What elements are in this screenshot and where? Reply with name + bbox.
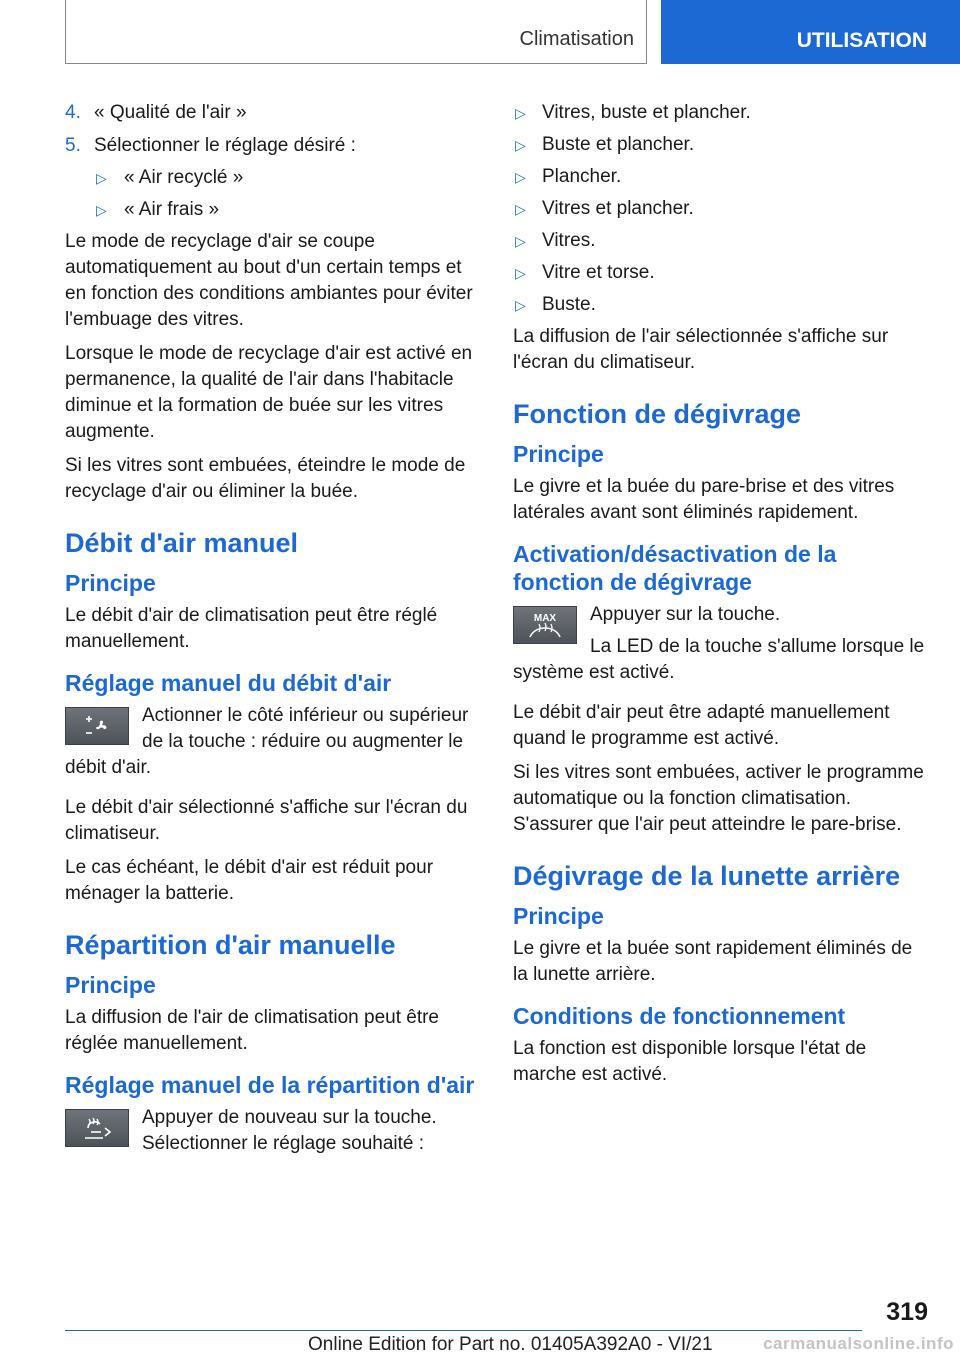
list-item — [513, 260, 925, 286]
air-distribution-button-icon — [65, 1109, 129, 1147]
list-text: « Air recyclé » — [124, 167, 244, 188]
list-number: 4. — [65, 102, 81, 123]
paragraph: Le débit d'air peut être adapté manuellement quand le programme est activé. — [513, 702, 890, 749]
sub-list-item — [65, 165, 477, 191]
subsection-heading: Principe — [513, 903, 604, 929]
list-text: Buste. — [542, 294, 596, 315]
list-item — [513, 196, 925, 222]
footer-divider — [65, 1330, 862, 1331]
page-number: 319 — [886, 1298, 928, 1326]
button-instruction — [65, 703, 477, 787]
triangle-bullet-icon: ▷ — [515, 137, 526, 153]
list-item — [513, 164, 925, 190]
list-text: Plancher. — [542, 166, 622, 187]
triangle-bullet-icon: ▷ — [515, 233, 526, 249]
paragraph: La diffusion de l'air sélectionnée s'affiche sur l'écran du climatiseur. — [513, 326, 889, 373]
list-item — [513, 132, 925, 158]
subsection-heading: Principe — [513, 441, 604, 467]
paragraph: Actionner le côté inférieur ou supérieur de la touche : réduire ou augmenter le débit d'air. — [65, 705, 469, 778]
paragraph: Le débit d'air sélectionné s'affiche sur l'écran du climatiseur. — [65, 797, 468, 844]
triangle-bullet-icon: ▷ — [96, 170, 107, 186]
list-text: Vitres. — [542, 230, 596, 251]
section-heading: Répartition d'air manuelle — [65, 930, 396, 960]
triangle-bullet-icon: ▷ — [515, 265, 526, 281]
paragraph: Appuyer sur la touche. — [590, 604, 781, 625]
list-number: 5. — [65, 135, 81, 156]
list-item — [513, 228, 925, 254]
section-heading: Débit d'air manuel — [65, 528, 298, 558]
paragraph: Lorsque le mode de recyclage d'air est activé en permanence, la qualité de l'air dans l'habitacle diminue et la formation de buée sur les vitres augmente. — [65, 343, 473, 442]
triangle-bullet-icon: ▷ — [515, 201, 526, 217]
triangle-bullet-icon: ▷ — [515, 169, 526, 185]
left-column — [65, 100, 477, 1171]
list-item — [65, 133, 477, 159]
subsection-heading: Activation/désactivation de la fonction de dégivrage — [513, 541, 837, 595]
paragraph: Si les vitres sont embuées, éteindre le mode de recyclage d'air ou éliminer la buée. — [65, 455, 466, 502]
watermark: carmanualsonline.info — [763, 1334, 954, 1353]
list-text: Sélectionner le réglage désiré : — [94, 135, 356, 156]
subsection-heading: Réglage manuel du débit d'air — [65, 670, 392, 696]
subsection-heading: Principe — [65, 570, 156, 596]
list-text: Vitre et torse. — [542, 262, 655, 283]
list-item — [513, 292, 925, 318]
paragraph: Le mode de recyclage d'air se coupe automatiquement au bout d'un certain temps et en fonction des conditions ambiantes pour éviter l'embuage des vitres. — [65, 231, 473, 330]
paragraph: Le débit d'air de climatisation peut être réglé manuellement. — [65, 605, 438, 652]
list-text: « Air frais » — [124, 199, 220, 220]
button-instruction — [65, 1105, 477, 1163]
triangle-bullet-icon: ▷ — [515, 297, 526, 313]
header-section-label: UTILISATION — [796, 29, 927, 52]
paragraph: Le givre et la buée sont rapidement éliminés de la lunette arrière. — [513, 938, 913, 985]
header-section-tab[interactable] — [661, 0, 960, 64]
header-chapter: Climatisation — [519, 28, 634, 50]
button-instruction — [513, 602, 925, 692]
sub-list-item — [65, 197, 477, 223]
paragraph: La LED de la touche s'allume lorsque le système est activé. — [513, 636, 925, 683]
section-heading: Dégivrage de la lunette arrière — [513, 861, 901, 891]
header-chapter-box — [65, 0, 647, 64]
paragraph: Appuyer de nouveau sur la touche. Sélectionner le réglage souhaité : — [142, 1107, 437, 1154]
paragraph: Le givre et la buée du pare-brise et des vitres latérales avant sont éliminés rapidement. — [513, 476, 895, 523]
subsection-heading: Principe — [65, 972, 156, 998]
list-text: Vitres, buste et plancher. — [542, 102, 751, 123]
max-label: MAX — [533, 613, 557, 624]
triangle-bullet-icon: ▷ — [515, 105, 526, 121]
right-column — [513, 100, 925, 1096]
subsection-heading: Réglage manuel de la répartition d'air — [65, 1072, 475, 1098]
list-text: Vitres et plancher. — [542, 198, 694, 219]
list-item — [65, 100, 477, 126]
paragraph: La fonction est disponible lorsque l'état de marche est activé. — [513, 1038, 867, 1085]
triangle-bullet-icon: ▷ — [96, 202, 107, 218]
paragraph: La diffusion de l'air de climatisation peut être réglée manuellement. — [65, 1007, 439, 1054]
fan-button-icon — [65, 707, 129, 745]
paragraph: Le cas échéant, le débit d'air est réduit pour ménager la batterie. — [65, 857, 434, 904]
list-item — [513, 100, 925, 126]
section-heading: Fonction de dégivrage — [513, 399, 802, 429]
max-defrost-button-icon — [513, 606, 577, 644]
list-text: Buste et plancher. — [542, 134, 695, 155]
subsection-heading: Conditions de fonctionnement — [513, 1003, 846, 1029]
footer-edition: Online Edition for Part no. 01405A392A0 - VI/21 — [308, 1334, 713, 1355]
paragraph: Si les vitres sont embuées, activer le programme automatique ou la fonction climatisation. S'assurer que l'air peut atteindre le pare-brise. — [513, 762, 924, 835]
list-text: « Qualité de l'air » — [94, 102, 247, 123]
